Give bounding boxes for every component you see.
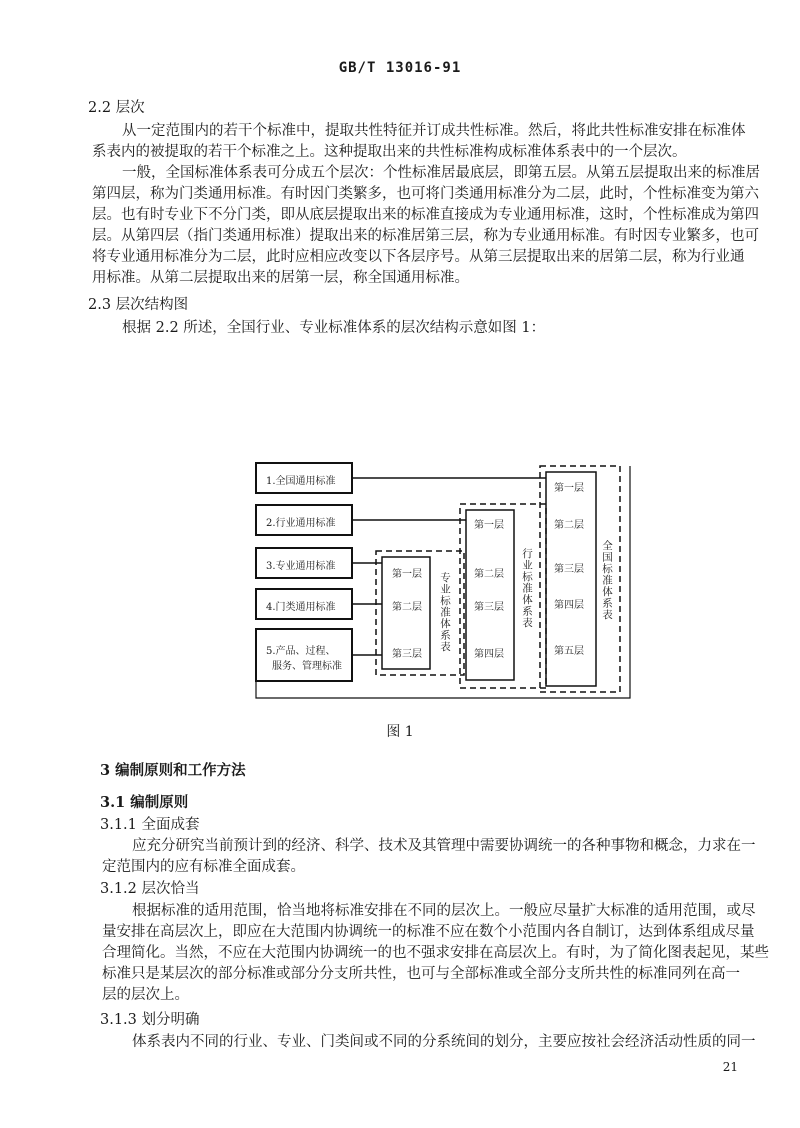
s22-line-4: 第四层，称为门类通用标准。有时因门类繁多，也可将门类通用标准分为二层，此时，个性标准变为第六 — [92, 186, 759, 202]
box-5-label-line1: 5.产品、过程、 — [266, 646, 336, 657]
box-4-label: 4.门类通用标准 — [266, 602, 336, 613]
s312-line-2: 量安排在高层次上，即应在大范围内协调统一的标准不应在数个小范围内各自制订，达到体系组成尽量 — [102, 924, 755, 940]
s23-line-1: 根据 2.2 所述，全国行业、专业标准体系的层次结构示意如图 1： — [122, 320, 546, 336]
s22-line-5: 层。也有时专业下不分门类，即从底层提取出来的标准直接成为专业通用标准，这时，个性标准成为第四 — [92, 207, 759, 223]
national-layer-4: 第四层 — [554, 600, 584, 611]
industry-system-title: 行业标准体系表 — [521, 548, 533, 629]
box-3-specialty-general — [256, 548, 352, 578]
industry-layer-3: 第三层 — [474, 602, 504, 613]
s22-line-8: 用标准。从第二层提取出来的居第一层，称全国通用标准。 — [92, 270, 469, 286]
national-system-title: 全国标准体系表 — [601, 540, 613, 621]
national-layer-3: 第三层 — [554, 564, 584, 575]
page-number: 21 — [722, 1060, 738, 1074]
section-3-1-heading: 3.1 编制原则 — [100, 794, 189, 811]
specialty-layer-1: 第一层 — [392, 569, 422, 580]
s312-line-4: 标准只是某层次的部分标准或部分分支所共性，也可与全部标准或全部分支所共性的标准同列在高一 — [102, 966, 740, 982]
section-2-2-heading: 2.2 层次 — [88, 100, 145, 116]
box-1-label: 1.全国通用标准 — [266, 476, 336, 487]
specialty-system-title: 专业标准体系表 — [439, 572, 451, 653]
s22-line-6: 层。从第四层（指门类通用标准）提取出来的标准居第三层，称为专业通用标准。有时因专业繁多，也可 — [92, 228, 759, 244]
section-3-1-3-heading: 3.1.3 划分明确 — [100, 1012, 200, 1028]
box-2-label: 2.行业通用标准 — [266, 518, 336, 529]
industry-layer-1: 第一层 — [474, 520, 504, 531]
specialty-layer-3: 第三层 — [392, 649, 422, 660]
section-3-heading: 3 编制原则和工作方法 — [100, 762, 246, 779]
s22-line-1: 从一定范围内的若干个标准中，提取共性特征并订成共性标准。然后，将此共性标准安排在标准体 — [122, 123, 746, 139]
s313-line-1: 体系表内不同的行业、专业、门类间或不同的分系统间的划分，主要应按社会经济活动性质的同一 — [132, 1034, 756, 1050]
box-2-industry-general — [256, 505, 352, 535]
s22-line-7: 将专业通用标准分为二层，此时应相应改变以下各层序号。从第三层提取出来的居第二层，称为行业通 — [92, 249, 745, 265]
box-1-national-general — [256, 463, 352, 493]
national-layer-1: 第一层 — [554, 483, 584, 494]
s312-line-5: 层的层次上。 — [102, 987, 189, 1003]
page-header-code: GB/T 13016-91 — [338, 60, 462, 76]
box-5-product-standards — [256, 629, 352, 681]
national-layer-2: 第二层 — [554, 520, 584, 531]
box-5-label-line2: 服务、管理标准 — [272, 661, 342, 672]
box-3-label: 3.专业通用标准 — [266, 561, 336, 572]
industry-layer-4: 第四层 — [474, 649, 504, 660]
figure-1-caption: 图 1 — [386, 724, 414, 740]
specialty-layer-2: 第二层 — [392, 602, 422, 613]
s312-line-1: 根据标准的适用范围，恰当地将标准安排在不同的层次上。一般应尽量扩大标准的适用范围，或尽 — [132, 903, 756, 919]
s22-line-2: 系表内的被提取的若干个标准之上。这种提取出来的共性标准构成标准体系表中的一个层次。 — [92, 144, 687, 160]
s311-line-1: 应充分研究当前预计到的经济、科学、技术及其管理中需要协调统一的各种事物和概念，力求在一 — [132, 838, 756, 854]
section-3-1-2-heading: 3.1.2 层次恰当 — [100, 881, 200, 897]
industry-layer-2: 第二层 — [474, 569, 504, 580]
national-layer-5: 第五层 — [554, 646, 584, 657]
s312-line-3: 合理简化。当然，不应在大范围内协调统一的也不强求安排在高层次上。有时，为了简化图表起见，某些 — [102, 945, 769, 961]
section-2-3-heading: 2.3 层次结构图 — [88, 297, 189, 313]
section-3-1-1-heading: 3.1.1 全面成套 — [100, 817, 200, 833]
s311-line-2: 定范围内的应有标准全面成套。 — [102, 859, 305, 875]
box-4-category-general — [256, 589, 352, 619]
s22-line-3: 一般，全国标准体系表可分成五个层次：个性标准居最底层，即第五层。从第五层提取出来的标准居 — [122, 165, 760, 181]
